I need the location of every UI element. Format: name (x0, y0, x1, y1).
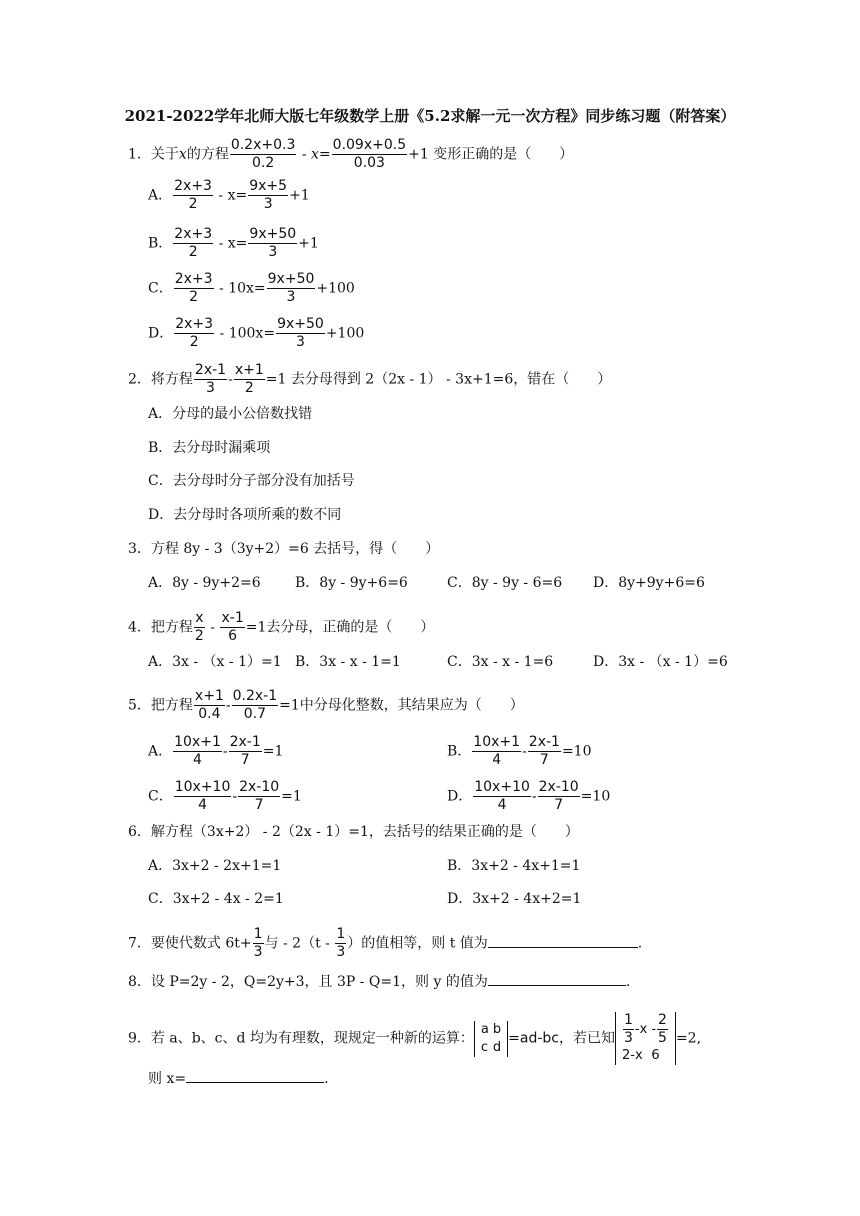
question-2-option-d[interactable]: D．去分母时各项所乘的数不同 (148, 507, 342, 523)
question-2-option-c[interactable]: C．去分母时分子部分没有加括号 (148, 473, 355, 489)
question-6-option-a[interactable]: A．3x+2 - 2x+1=1 (148, 858, 282, 874)
question-6-option-c[interactable]: C．3x+2 - 4x - 2=1 (148, 891, 284, 907)
question-2-option-b[interactable]: B．去分母时漏乘项 (148, 440, 271, 456)
question-5-option-c[interactable]: C． $\frac{10x+10}{4}$ - $\frac{2x-10}{7}$ =1 (148, 779, 302, 813)
question-2-option-a[interactable]: A．分母的最小公倍数找错 (148, 406, 313, 422)
question-8-stem: 8．设 P=2y - 2，Q=2y+3，且 3P - Q=1，则 y 的值为 . (128, 971, 630, 992)
fraction: $\frac{0.2x+0.3}{0.2}$ (230, 137, 296, 171)
question-9-answer-line: 则 x= . (148, 1068, 329, 1089)
question-3-option-d[interactable]: D．8y+9y+6=6 (593, 575, 705, 591)
question-2-stem: 2．将方程 $\frac{2x-1}{3}$ - $\frac{x+1}{2}$ =1 去分母得到 2（2x - 1） - 3x+1=6，错在（ ） (128, 362, 612, 396)
question-5-stem: 5．把方程 $\frac{x+1}{0.4}$ - $\frac{0.2x-1}{0.7}$ =1中分母化整数，其结果应为（ ） (128, 688, 524, 722)
question-6-stem: 6．解方程（3x+2） - 2（2x - 1）=1，去括号的结果正确的是（ ） (128, 824, 579, 840)
question-1-option-a[interactable]: A． $\frac{2x+3}{2}$ - x= $\frac{9x+5}{3}$ +1 (148, 178, 310, 212)
question-6-option-b[interactable]: B．3x+2 - 4x+1=1 (447, 858, 581, 874)
question-1-stem: 1．关于x的方程 $\frac{0.2x+0.3}{0.2}$ - x= $\frac{0.09x+0.5}{0.03}$ +1 变形正确的是（ ） (128, 137, 574, 171)
question-4-option-d[interactable]: D．3x - （x - 1）=6 (593, 654, 728, 670)
question-3-option-c[interactable]: C．8y - 9y - 6=6 (447, 575, 563, 591)
answer-blank[interactable] (488, 933, 638, 948)
question-4-option-b[interactable]: B．3x - x - 1=1 (295, 654, 401, 670)
question-5-option-a[interactable]: A． $\frac{10x+1}{4}$ - $\frac{2x-1}{7}$ =1 (148, 734, 284, 768)
question-5-option-b[interactable]: B． $\frac{10x+1}{4}$ - $\frac{2x-1}{7}$ =10 (447, 734, 592, 768)
answer-blank[interactable] (186, 1068, 324, 1083)
question-3-stem: 3．方程 8y - 3（3y+2）=6 去括号，得（ ） (128, 541, 440, 557)
determinant-definition: a b c d (474, 1021, 508, 1057)
page-title: 2021-2022学年北师大版七年级数学上册《5.2求解一元一次方程》同步练习题（附答案） (124, 107, 736, 125)
question-9-stem: 9．若 a、b、c、d 均为有理数，现规定一种新的运算： a b c d =ad-bc，若已知 $\frac{1}{3}$ -x - $\frac{2}{5}$ 2-x 6 =2, (128, 1012, 702, 1063)
determinant-given: $\frac{1}{3}$ -x - $\frac{2}{5}$ 2-x 6 (615, 1012, 676, 1065)
question-7-stem: 7．要使代数式 6t+ $\frac{1}{3}$ 与 - 2（t - $\frac{1}{3}$ ）的值相等，则 t 值为 . (128, 926, 643, 960)
answer-blank[interactable] (488, 971, 626, 986)
question-1-option-c[interactable]: C． $\frac{2x+3}{2}$ - 10x= $\frac{9x+50}{3}$ +100 (148, 271, 355, 305)
question-3-option-b[interactable]: B．8y - 9y+6=6 (295, 575, 408, 591)
question-6-option-d[interactable]: D．3x+2 - 4x+2=1 (447, 891, 582, 907)
question-4-stem: 4．把方程 $\frac{x}{2}$ - $\frac{x-1}{6}$ =1去分母，正确的是（ ） (128, 610, 435, 644)
question-1-option-d[interactable]: D． $\frac{2x+3}{2}$ - 100x= $\frac{9x+50}{3}$ +100 (148, 316, 365, 350)
question-5-option-d[interactable]: D． $\frac{10x+10}{4}$ - $\frac{2x-10}{7}$ =10 (447, 779, 611, 813)
question-4-option-c[interactable]: C．3x - x - 1=6 (447, 654, 554, 670)
question-1-option-b[interactable]: B． $\frac{2x+3}{2}$ - x= $\frac{9x+50}{3}$ +1 (148, 226, 319, 260)
question-4-option-a[interactable]: A．3x - （x - 1）=1 (148, 654, 282, 670)
question-3-option-a[interactable]: A．8y - 9y+2=6 (148, 575, 261, 591)
fraction: $\frac{0.09x+0.5}{0.03}$ (332, 137, 407, 171)
